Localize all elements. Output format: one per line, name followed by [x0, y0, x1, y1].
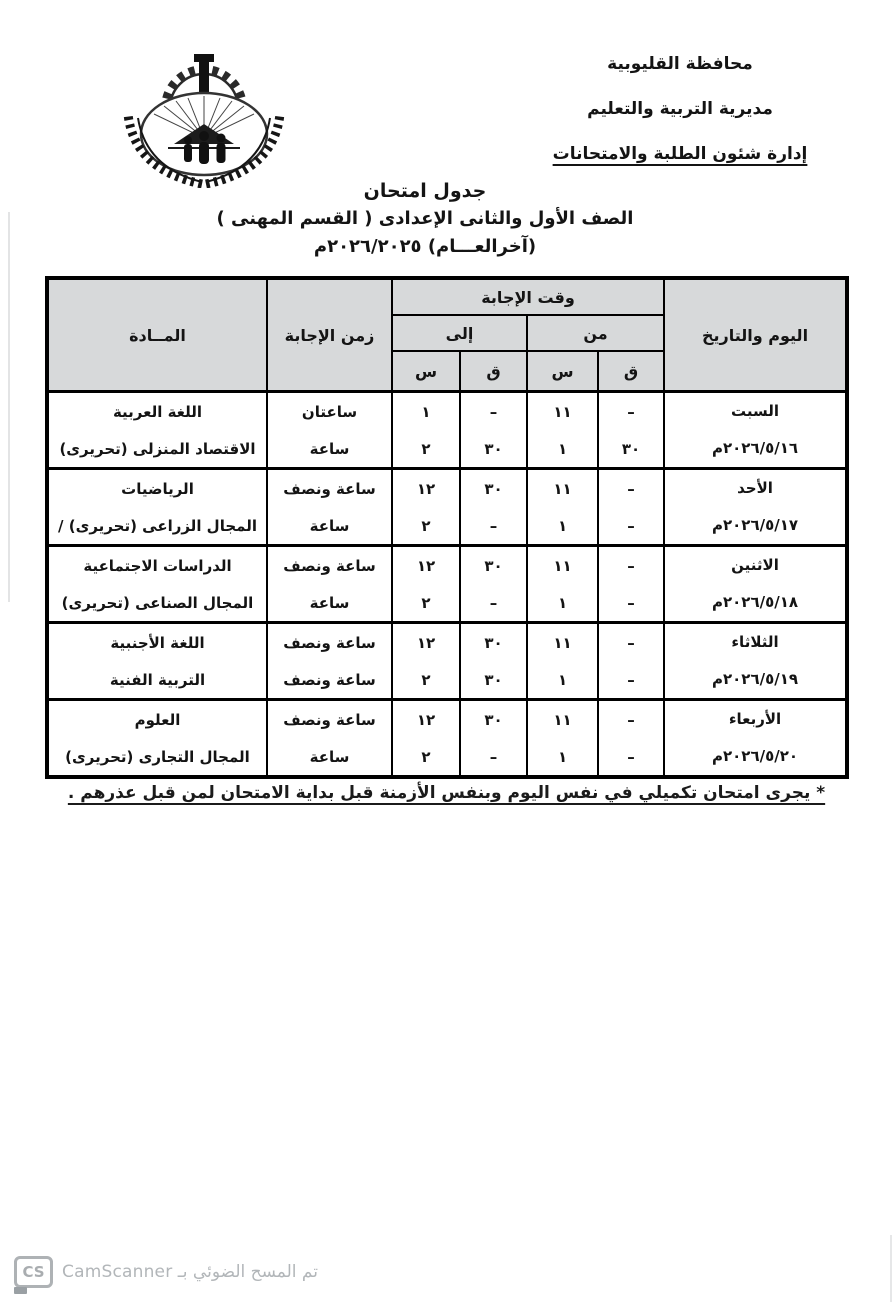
to-hours: ٢	[392, 584, 460, 623]
to-hours: ٢	[392, 738, 460, 777]
subject-cell: اللغة الأجنبية	[47, 623, 267, 662]
from-minutes: –	[598, 623, 664, 662]
duration-cell: ساعة	[267, 507, 392, 546]
directorate-name: مديرية التربية والتعليم	[587, 99, 773, 119]
day-date-cell	[664, 700, 847, 778]
duration-cell: ساعة ونصف	[267, 469, 392, 508]
col-header-to: إلى	[392, 315, 527, 351]
day-name: الثلاثاء	[731, 633, 779, 651]
to-minutes: ٣٠	[460, 661, 527, 700]
camscanner-watermark-text: تم المسح الضوئي بـ CamScanner	[62, 1262, 318, 1282]
day-name: السبت	[730, 402, 780, 420]
to-hours: ٢	[392, 661, 460, 700]
duration-cell: ساعتان	[267, 392, 392, 431]
duration-cell: ساعة	[267, 584, 392, 623]
col-header-from-hours: س	[527, 351, 598, 392]
duration-cell: ساعة	[267, 738, 392, 777]
from-minutes: –	[598, 507, 664, 546]
col-header-duration: زمن الإجابة	[267, 278, 392, 392]
table-row	[47, 546, 847, 585]
table-row	[47, 623, 847, 662]
title-line-grades: الصف الأول والثانى الإعدادى ( القسم المهنى )	[216, 208, 634, 229]
day-date: ٢٠٢٦/٥/١٩م	[711, 670, 799, 688]
subject-cell: التربية الفنية	[47, 661, 267, 700]
from-hours: ١	[527, 430, 598, 469]
col-header-to-hours: س	[392, 351, 460, 392]
to-hours: ١٢	[392, 623, 460, 662]
subject-cell: المجال الصناعى (تحريرى)	[47, 584, 267, 623]
day-date-cell	[664, 623, 847, 700]
to-minutes: –	[460, 392, 527, 431]
col-header-to-minutes: ق	[460, 351, 527, 392]
from-minutes: –	[598, 392, 664, 431]
table-row	[47, 469, 847, 508]
subject-cell: المجال الزراعى (تحريرى) /	[47, 507, 267, 546]
col-header-answer-time: وقت الإجابة	[392, 278, 664, 315]
from-hours: ١١	[527, 469, 598, 508]
to-minutes: ٣٠	[460, 469, 527, 508]
day-date: ٢٠٢٦/٥/١٨م	[711, 593, 799, 611]
government-header	[480, 42, 880, 177]
table-row	[47, 700, 847, 739]
title-line-exam-schedule: جدول امتحان	[363, 180, 487, 202]
day-name: الاثنين	[731, 556, 779, 574]
title-line-school-year: (آخرالعـــام) ٢٠٢٦/٢٠٢٥م	[313, 236, 537, 257]
to-minutes: ٣٠	[460, 623, 527, 662]
day-date-cell	[664, 546, 847, 623]
governorate-name: محافظة القليوبية	[607, 54, 753, 74]
makeup-exam-footnote: * يجرى امتحان تكميلي في نفس اليوم وبنفس الأزمنة قبل بداية الامتحان لمن قبل عذرهم .	[67, 783, 826, 803]
camscanner-watermark	[14, 1254, 318, 1290]
from-minutes: –	[598, 546, 664, 585]
duration-cell: ساعة ونصف	[267, 546, 392, 585]
day-date: ٢٠٢٦/٥/١٦م	[711, 439, 799, 457]
table-header-row	[47, 278, 847, 315]
from-minutes: ٣٠	[598, 430, 664, 469]
col-header-from: من	[527, 315, 664, 351]
scan-edge-artifact	[890, 1235, 892, 1302]
to-hours: ١	[392, 392, 460, 431]
from-hours: ١	[527, 584, 598, 623]
duration-cell: ساعة ونصف	[267, 623, 392, 662]
to-hours: ٢	[392, 507, 460, 546]
col-header-day-date: اليوم والتاريخ	[664, 278, 847, 392]
day-date-cell	[664, 469, 847, 546]
subject-cell: الدراسات الاجتماعية	[47, 546, 267, 585]
subject-cell: الاقتصاد المنزلى (تحريرى)	[47, 430, 267, 469]
ministry-education-logo-icon	[116, 52, 292, 188]
from-hours: ١	[527, 507, 598, 546]
from-minutes: –	[598, 584, 664, 623]
document-title	[25, 177, 825, 260]
from-minutes: –	[598, 700, 664, 739]
to-minutes: ٣٠	[460, 546, 527, 585]
subject-cell: المجال التجارى (تحريرى)	[47, 738, 267, 777]
from-minutes: –	[598, 469, 664, 508]
day-name: الأربعاء	[728, 710, 782, 728]
camscanner-cs-icon: CS	[14, 1256, 53, 1288]
to-minutes: –	[460, 584, 527, 623]
to-hours: ١٢	[392, 469, 460, 508]
to-minutes: ٣٠	[460, 430, 527, 469]
table-row	[47, 392, 847, 431]
from-hours: ١	[527, 738, 598, 777]
from-hours: ١١	[527, 623, 598, 662]
to-minutes: –	[460, 507, 527, 546]
from-hours: ١	[527, 661, 598, 700]
to-hours: ٢	[392, 430, 460, 469]
subject-cell: العلوم	[47, 700, 267, 739]
day-date-cell	[664, 392, 847, 469]
day-date: ٢٠٢٦/٥/٢٠م	[711, 747, 799, 765]
subject-cell: اللغة العربية	[47, 392, 267, 431]
to-hours: ١٢	[392, 546, 460, 585]
day-name: الأحد	[737, 479, 773, 497]
to-hours: ١٢	[392, 700, 460, 739]
to-minutes: –	[460, 738, 527, 777]
scan-edge-artifact	[8, 212, 10, 602]
from-hours: ١١	[527, 392, 598, 431]
from-hours: ١١	[527, 700, 598, 739]
day-date: ٢٠٢٦/٥/١٧م	[711, 516, 799, 534]
duration-cell: ساعة ونصف	[267, 661, 392, 700]
department-name: إدارة شئون الطلبة والامتحانات	[552, 144, 808, 164]
to-minutes: ٣٠	[460, 700, 527, 739]
duration-cell: ساعة	[267, 430, 392, 469]
col-header-subject: المــادة	[47, 278, 267, 392]
duration-cell: ساعة ونصف	[267, 700, 392, 739]
from-hours: ١١	[527, 546, 598, 585]
exam-schedule-table	[45, 276, 849, 779]
col-header-from-minutes: ق	[598, 351, 664, 392]
from-minutes: –	[598, 661, 664, 700]
from-minutes: –	[598, 738, 664, 777]
subject-cell: الرياضيات	[47, 469, 267, 508]
